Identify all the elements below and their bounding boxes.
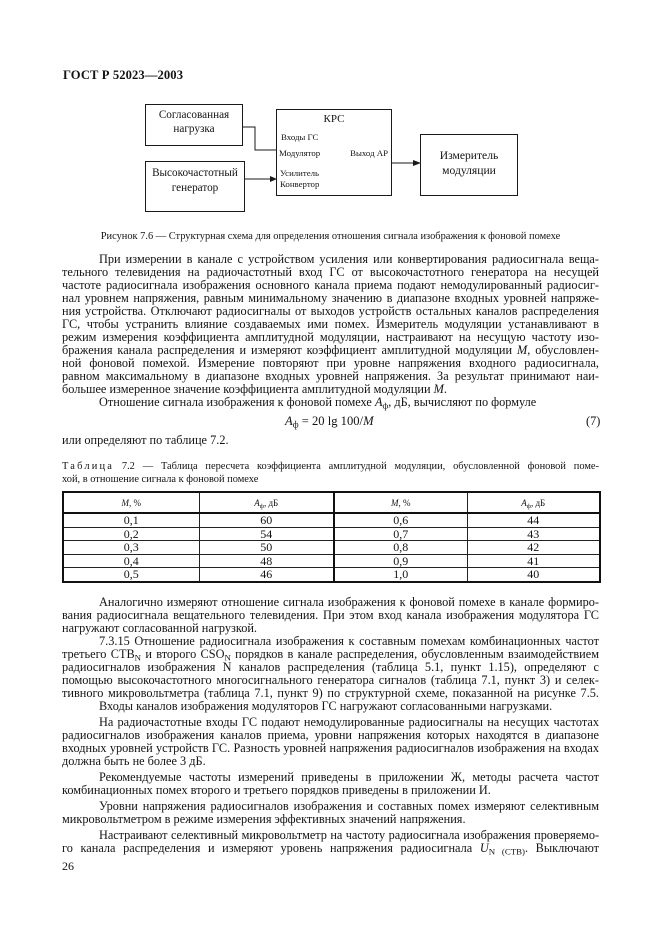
hf-generator-label-line1: Высокочастотный xyxy=(152,167,238,179)
text-segment: . xyxy=(443,382,447,396)
table-cell: 0,1 xyxy=(63,513,199,527)
text-line: нал уровнем напряжения, равным минимальному значению в диапазоне входных уровней напряже- xyxy=(62,291,599,305)
paragraph-modulator-inputs xyxy=(62,700,599,713)
text-line: равном максимальному в диапазоне входных уровней напряжения. За результат принимают наи- xyxy=(62,369,599,383)
table-row xyxy=(63,568,600,582)
text-line: входных уровней устройств ГС. Разность уровней напряжения радиосигналов изображения на входах xyxy=(62,741,599,755)
hf-generator-box xyxy=(145,161,245,212)
text-line: Рекомендуемые частоты измерений приведены в приложении Ж, методы расчета частот xyxy=(99,770,599,784)
text-line: Уровни напряжения радиосигналов изображения и составных помех измеряют селективным xyxy=(99,799,599,813)
table-cell: 0,8 xyxy=(334,541,467,555)
table-cell: 54 xyxy=(199,527,334,541)
formula-7 xyxy=(285,414,374,428)
krs-title: КРС xyxy=(323,113,345,125)
variable-a: A xyxy=(374,395,383,409)
paragraph-formula-intro xyxy=(62,396,599,409)
table-cell: 44 xyxy=(467,513,600,527)
header-variable: A xyxy=(254,497,260,508)
paragraph-measurement-procedure xyxy=(62,253,599,396)
table-caption xyxy=(62,460,599,486)
table-cell: 46 xyxy=(199,568,334,582)
text-line: ГС, чтобы устранить влияние создаваемых ими помех. Измеритель модуляции устанавливают в xyxy=(62,317,599,331)
column-header-a xyxy=(467,492,600,513)
header-variable: A xyxy=(521,497,527,508)
text-segment: и второго xyxy=(141,647,201,661)
header-subscript: ф xyxy=(259,502,264,510)
header-subscript: ф xyxy=(526,502,531,510)
text-line: помощью высокочастотного многосигнального генератора сигналов (таблица 7.1, пункт 3) и селек- xyxy=(62,673,599,687)
krs-amplifier-label: Усилитель xyxy=(280,168,320,178)
table-cell: 43 xyxy=(467,527,600,541)
table-row xyxy=(63,527,600,541)
variable-m: M xyxy=(433,382,444,396)
text-line: Входы каналов изображения модуляторов ГС нагружают согласованными нагрузками. xyxy=(99,699,553,713)
meter-label-line2: модуляции xyxy=(442,164,496,177)
text-line: Аналогично измеряют отношение сигнала изображения к фоновой помехе в канале формиро- xyxy=(99,595,599,609)
subscript: N xyxy=(134,652,142,663)
matched-load-label-line1: Согласованная xyxy=(158,109,230,121)
header-unit: , % xyxy=(129,497,141,508)
formula-variable-m: M xyxy=(363,414,374,428)
table-cell: 0,6 xyxy=(334,513,467,527)
table-cell: 48 xyxy=(199,554,334,568)
variable-u: U xyxy=(479,841,489,855)
modulation-meter-box xyxy=(420,134,518,196)
paragraph-rf-inputs xyxy=(62,716,599,768)
matched-load-label-line2: нагрузка xyxy=(173,123,215,135)
text-line xyxy=(62,396,599,409)
text-line: радиосигналов изображения каналов приема, уровни напряжения которых находятся в диапазоне xyxy=(62,728,599,742)
text-line: На радиочастотные входы ГС подают немодулированные радиосигналы на несущих частотах xyxy=(99,715,599,729)
header-unit: , дБ xyxy=(530,497,546,508)
paragraph-tuning xyxy=(62,829,599,855)
text-segment: бражения канала распределения и измеряют коэффициент амплитудной модуляции xyxy=(62,343,517,357)
paragraph-recommended-frequencies xyxy=(62,771,599,797)
text-segment: , обусловлен- xyxy=(527,343,600,357)
text-line: ной фоновой помехой. Измерение повторяют при уровне напряжения входного радиосигнала, xyxy=(62,356,599,370)
ctb-term: СТВ xyxy=(110,647,135,661)
text-line: вания радиосигнала вещательного телевидения. При этом вход канала изображения модулятора ГС xyxy=(62,608,599,622)
text-segment: , дБ, вычисляют по формуле xyxy=(388,395,537,409)
table-cell: 0,3 xyxy=(63,541,199,555)
column-header-m xyxy=(63,492,199,513)
header-unit: , дБ xyxy=(263,497,279,508)
text-line: режим измерения коэффициента амплитудной модуляции, настраивают на несущую частоту изо- xyxy=(62,330,599,344)
table-cell: 42 xyxy=(467,541,600,555)
table-caption-line xyxy=(62,460,599,473)
table-cell: 0,4 xyxy=(63,554,199,568)
text-line: тельного телевидения на радиочастотный вход ГС от высокочастотного генератора на несущей xyxy=(62,265,599,279)
text-line: ния устройства. Отключают радиосигналы от выходов устройств остальных каналов распределения xyxy=(62,304,599,318)
table-row xyxy=(63,541,600,555)
text-line: При измерении в канале с устройством усиления или конвертирования радиосигнала веща- xyxy=(99,252,599,266)
matched-load-box xyxy=(145,104,243,146)
text-line: тивного микровольтметра (таблица 7.1, пункт 9) по структурной схеме, показанной на рисунке 7.5. xyxy=(62,686,599,700)
table-cell: 0,7 xyxy=(334,527,467,541)
column-header-m xyxy=(334,492,467,513)
text-line: радиосигналов изображения N каналов распределения (таблица 5.1, пункт 1.15), определяют с xyxy=(62,660,599,674)
text-line: микровольтметром в режиме измерения эффективных значений напряжения. xyxy=(62,812,466,826)
header-variable: M xyxy=(121,497,129,508)
table-header-row xyxy=(63,492,600,513)
table-cell: 50 xyxy=(199,541,334,555)
meter-label-line1: Измеритель xyxy=(439,149,499,162)
formula-lhs: A xyxy=(285,414,293,428)
conversion-table xyxy=(62,491,601,583)
text-segment: . Выключают xyxy=(524,841,600,855)
krs-output-label: Выход АР xyxy=(350,148,388,158)
subscript: ф xyxy=(382,400,389,411)
table-cell: 0,2 xyxy=(63,527,199,541)
text-segment: го канала распределения и измеряют уровень напряжения радиосигнала xyxy=(62,841,480,855)
krs-modulator-label: Модулятор xyxy=(279,148,321,158)
document-number-header: ГОСТ Р 52023—2003 xyxy=(63,68,184,82)
page-number: 26 xyxy=(62,859,74,873)
table-cell: 40 xyxy=(467,568,600,582)
text-segment: Отношение сигнала изображения к фоновой помехе xyxy=(99,395,375,409)
subscript: N xyxy=(224,652,231,663)
cso-term: CSO xyxy=(200,647,225,661)
text-line xyxy=(62,842,599,855)
section-7-3-15 xyxy=(62,635,599,700)
table-cell: 0,9 xyxy=(334,554,467,568)
column-header-a xyxy=(199,492,334,513)
table-caption-line: хой, в отношение сигнала к фоновой помехе xyxy=(62,474,259,485)
formula-lhs-subscript: ф xyxy=(292,419,299,430)
text-line: Настраивают селективный микровольтметр на частоту радиосигнала изображения проверяемо- xyxy=(99,828,599,842)
formula-rhs: = 20 lg 100/ xyxy=(298,414,364,428)
table-label: Таблица xyxy=(62,461,115,472)
table-row xyxy=(63,554,600,568)
text-line: 7.3.15 Отношение радиосигнала изображения к составным помехам комбинационных частот xyxy=(99,634,599,648)
subscript: N (СТВ) xyxy=(488,846,525,857)
text-segment: 7.2 — Таблица пересчета коэффициента амплитудной модуляции, обусловленной фоновой поме- xyxy=(114,461,599,472)
load-to-modulator-line xyxy=(243,127,276,150)
variable-m: M xyxy=(517,343,528,357)
table-cell: 1,0 xyxy=(334,568,467,582)
text-segment: третьего xyxy=(62,647,111,661)
text-line: нагружают согласованной нагрузкой. xyxy=(62,621,258,635)
paragraph-table-reference xyxy=(62,434,599,447)
table-cell: 60 xyxy=(199,513,334,527)
krs-converter-label: Конвертор xyxy=(280,179,320,189)
text-segment: большее измеренное значение коэффициента амплитудной модуляции xyxy=(62,382,434,396)
paragraph-analogous-measurement xyxy=(62,596,599,635)
hf-generator-label-line2: генератор xyxy=(171,182,219,194)
text-line: или определяют по таблице 7.2. xyxy=(62,433,229,447)
table-cell: 0,5 xyxy=(63,568,199,582)
table-row xyxy=(63,513,600,527)
equation-number: (7) xyxy=(586,414,601,428)
table-cell: 41 xyxy=(467,554,600,568)
header-variable: M xyxy=(391,497,399,508)
paragraph-voltage-levels xyxy=(62,800,599,826)
krs-box xyxy=(276,109,392,196)
krs-inputs-label: Входы ГС xyxy=(281,132,319,142)
text-line: комбинационных помех второго и третьего порядков приведены в приложении И. xyxy=(62,783,491,797)
text-line: должна быть не более 3 дБ. xyxy=(62,754,206,768)
header-unit: , % xyxy=(398,497,411,508)
text-line: частоте радиосигнала изображения основного канала приема подают немодулированный радиосиг- xyxy=(62,278,599,292)
text-segment: порядков в канале распределения, обусловленным взаимодействием xyxy=(230,647,599,661)
figure-caption: Рисунок 7.6 — Структурная схема для определения отношения сигнала изображения к фоновой помехе xyxy=(100,231,561,242)
